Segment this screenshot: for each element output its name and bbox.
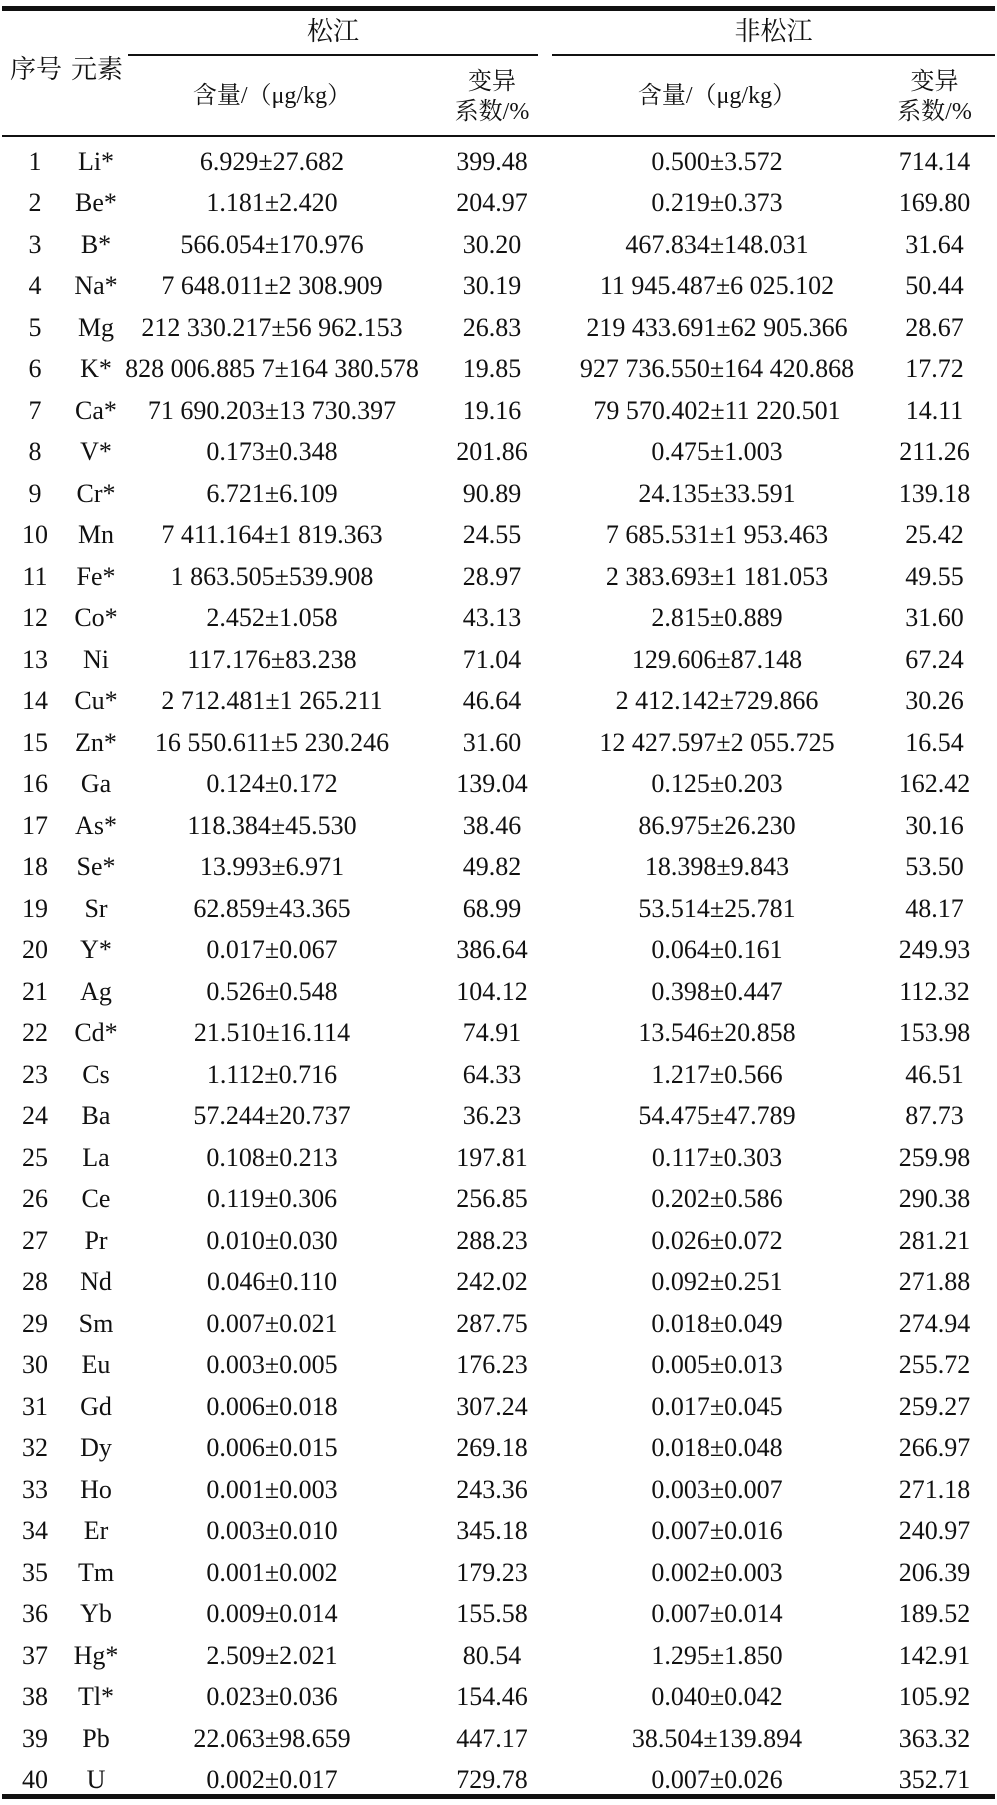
songjiang-cv: 307.24: [456, 1391, 528, 1421]
table-row: [0, 1137, 997, 1179]
element-symbol: Nd: [80, 1267, 112, 1297]
non-songjiang-cv: 50.44: [905, 271, 964, 301]
row-index: 29: [22, 1308, 48, 1338]
songjiang-content: 0.002±0.017: [206, 1765, 338, 1795]
songjiang-cv: 24.55: [462, 520, 522, 550]
header-non-songjiang-cv-line2: 系数/%: [897, 99, 972, 125]
element-symbol: Eu: [81, 1350, 111, 1380]
songjiang-content: 0.006±0.015: [206, 1433, 338, 1463]
songjiang-cv: 19.16: [462, 395, 522, 425]
table-row: [0, 722, 997, 764]
non-songjiang-cv: 139.18: [898, 478, 971, 508]
table-row: [0, 432, 997, 474]
songjiang-cv: 68.99: [462, 893, 522, 923]
element-symbol: Cu*: [74, 686, 118, 716]
table-row: [0, 1345, 997, 1387]
table-row: [0, 224, 997, 266]
row-index: 19: [22, 893, 48, 923]
header-element: 元素: [70, 55, 123, 84]
table-row: [0, 556, 997, 598]
element-symbol: Fe*: [76, 561, 116, 591]
table-row: [0, 639, 997, 681]
element-symbol: Pr: [84, 1225, 108, 1255]
element-symbol: Cd*: [74, 1018, 118, 1048]
songjiang-content: 117.176±83.238: [187, 644, 357, 674]
non-songjiang-cv: 153.98: [898, 1018, 971, 1048]
songjiang-cv: 74.91: [462, 1018, 522, 1048]
songjiang-cv: 71.04: [462, 644, 522, 674]
element-symbol: Gd: [80, 1391, 112, 1421]
element-symbol: Yb: [80, 1599, 112, 1629]
non-songjiang-content: 2 412.142±729.866: [615, 686, 819, 716]
table-row: [0, 349, 997, 391]
element-symbol: V*: [80, 437, 112, 467]
non-songjiang-content: 0.018±0.048: [651, 1433, 783, 1463]
non-songjiang-content: 18.398±9.843: [644, 852, 790, 882]
songjiang-cv: 155.58: [456, 1599, 528, 1629]
songjiang-cv: 242.02: [456, 1267, 528, 1297]
non-songjiang-cv: 266.97: [898, 1433, 971, 1463]
non-songjiang-cv: 142.91: [898, 1640, 971, 1670]
songjiang-content: 13.993±6.971: [199, 852, 345, 882]
row-index: 40: [22, 1765, 48, 1795]
row-index: 30: [22, 1350, 48, 1380]
songjiang-content: 212 330.217±56 962.153: [141, 312, 403, 342]
row-index: 15: [22, 727, 48, 757]
table-row: [0, 1511, 997, 1553]
non-songjiang-content: 13.546±20.858: [638, 1018, 796, 1048]
element-symbol: Y*: [80, 935, 112, 965]
songjiang-cv: 19.85: [462, 354, 522, 384]
songjiang-cv: 43.13: [462, 603, 522, 633]
row-index: 31: [22, 1391, 48, 1421]
songjiang-content: 0.009±0.014: [206, 1599, 338, 1629]
songjiang-cv: 287.75: [456, 1308, 528, 1338]
non-songjiang-content: 38.504±139.894: [631, 1723, 803, 1753]
songjiang-cv: 243.36: [456, 1474, 528, 1504]
row-index: 1: [28, 146, 42, 176]
non-songjiang-cv: 240.97: [898, 1516, 971, 1546]
songjiang-cv: 386.64: [456, 935, 528, 965]
non-songjiang-cv: 352.71: [898, 1765, 971, 1795]
songjiang-cv: 28.97: [462, 561, 522, 591]
non-songjiang-cv: 67.24: [905, 644, 964, 674]
row-index: 25: [22, 1142, 48, 1172]
element-symbol: Co*: [74, 603, 118, 633]
element-symbol: B*: [80, 229, 112, 259]
row-index: 24: [22, 1101, 48, 1131]
table-row: [0, 515, 997, 557]
non-songjiang-cv: 31.60: [905, 603, 964, 633]
non-songjiang-content: 0.202±0.586: [651, 1184, 783, 1214]
non-songjiang-content: 0.007±0.026: [651, 1765, 783, 1795]
non-songjiang-content: 1.295±1.850: [651, 1640, 783, 1670]
table-row: [0, 141, 997, 183]
non-songjiang-content: 467.834±148.031: [625, 229, 809, 259]
non-songjiang-cv: 714.14: [898, 146, 971, 176]
row-index: 26: [22, 1184, 48, 1214]
songjiang-cv: 30.19: [462, 271, 522, 301]
element-symbol: Er: [83, 1516, 109, 1546]
songjiang-cv: 30.20: [462, 229, 522, 259]
songjiang-content: 0.006±0.018: [206, 1391, 338, 1421]
table-row: [0, 266, 997, 308]
row-index: 13: [22, 644, 48, 674]
top-rule: [2, 6, 995, 11]
table-row: [0, 1013, 997, 1055]
row-index: 6: [28, 354, 42, 384]
element-symbol: Sr: [84, 893, 108, 923]
non-songjiang-cv: 271.18: [898, 1474, 971, 1504]
non-songjiang-cv: 49.55: [905, 561, 964, 591]
songjiang-content: 0.017±0.067: [206, 935, 338, 965]
songjiang-content: 2.509±2.021: [206, 1640, 338, 1670]
non-songjiang-cv: 189.52: [898, 1599, 971, 1629]
row-index: 18: [22, 852, 48, 882]
songjiang-cv: 345.18: [456, 1516, 528, 1546]
row-index: 33: [22, 1474, 48, 1504]
element-symbol: Pb: [82, 1723, 110, 1753]
element-content-table: [0, 141, 997, 1801]
row-index: 22: [22, 1018, 48, 1048]
non-songjiang-content: 0.475±1.003: [651, 437, 783, 467]
header-group-non-songjiang: 非松江: [734, 17, 813, 46]
songjiang-cv: 31.60: [462, 727, 522, 757]
row-index: 35: [22, 1557, 48, 1587]
element-symbol: Ca*: [75, 395, 117, 425]
non-songjiang-content: 0.018±0.049: [651, 1308, 783, 1338]
table-row: [0, 805, 997, 847]
songjiang-content: 0.003±0.010: [206, 1516, 338, 1546]
songjiang-cv: 729.78: [456, 1765, 528, 1795]
songjiang-cv: 64.33: [462, 1059, 522, 1089]
non-songjiang-content: 24.135±33.591: [638, 478, 796, 508]
table-row: [0, 1635, 997, 1677]
non-songjiang-content: 0.092±0.251: [651, 1267, 783, 1297]
non-songjiang-cv: 17.72: [905, 354, 964, 384]
element-symbol: Cs: [82, 1059, 110, 1089]
element-symbol: Ag: [80, 976, 112, 1006]
non-songjiang-cv: 259.98: [898, 1142, 971, 1172]
table-row: [0, 1718, 997, 1760]
non-songjiang-span-rule: [552, 54, 995, 56]
table-row: [0, 598, 997, 640]
songjiang-cv: 256.85: [456, 1184, 528, 1214]
non-songjiang-content: 129.606±87.148: [631, 644, 803, 674]
songjiang-content: 6.721±6.109: [206, 478, 338, 508]
row-index: 3: [28, 229, 42, 259]
non-songjiang-cv: 16.54: [905, 727, 964, 757]
table-body: [0, 141, 997, 1801]
table-row: [0, 1552, 997, 1594]
element-symbol: Ba: [81, 1101, 111, 1131]
row-index: 16: [22, 769, 48, 799]
non-songjiang-cv: 53.50: [905, 852, 964, 882]
non-songjiang-cv: 30.16: [905, 810, 964, 840]
row-index: 37: [22, 1640, 48, 1670]
row-index: 32: [22, 1433, 48, 1463]
songjiang-cv: 90.89: [462, 478, 522, 508]
songjiang-content: 71 690.203±13 730.397: [147, 395, 397, 425]
row-index: 23: [22, 1059, 48, 1089]
element-symbol: Se*: [76, 852, 116, 882]
songjiang-content: 0.007±0.021: [206, 1308, 338, 1338]
non-songjiang-cv: 31.64: [905, 229, 964, 259]
songjiang-cv: 197.81: [456, 1142, 528, 1172]
row-index: 9: [28, 478, 42, 508]
songjiang-cv: 179.23: [456, 1557, 528, 1587]
songjiang-content: 0.010±0.030: [206, 1225, 338, 1255]
table-row: [0, 1096, 997, 1138]
header-songjiang-content: 含量/（μg/kg）: [192, 83, 352, 109]
element-symbol: Ce: [81, 1184, 111, 1214]
table-row: [0, 307, 997, 349]
songjiang-content: 62.859±43.365: [193, 893, 351, 923]
songjiang-content: 566.054±170.976: [180, 229, 364, 259]
element-symbol: Cr*: [76, 478, 116, 508]
songjiang-content: 0.023±0.036: [206, 1682, 338, 1712]
table-row: [0, 930, 997, 972]
songjiang-cv: 26.83: [462, 312, 522, 342]
element-symbol: Zn*: [75, 727, 117, 757]
row-index: 39: [22, 1723, 48, 1753]
songjiang-content: 16 550.611±5 230.246: [154, 727, 390, 757]
non-songjiang-content: 0.026±0.072: [651, 1225, 783, 1255]
table-row: [0, 847, 997, 889]
songjiang-content: 0.001±0.002: [206, 1557, 338, 1587]
header-non-songjiang-content: 含量/（μg/kg）: [637, 83, 797, 109]
element-symbol: As*: [75, 810, 117, 840]
element-symbol: Sm: [78, 1308, 114, 1338]
table-row: [0, 1386, 997, 1428]
non-songjiang-cv: 274.94: [898, 1308, 971, 1338]
non-songjiang-content: 0.007±0.014: [651, 1599, 783, 1629]
element-symbol: Be*: [75, 188, 117, 218]
element-symbol: Ga: [80, 769, 112, 799]
element-symbol: Ho: [80, 1474, 112, 1504]
row-index: 38: [22, 1682, 48, 1712]
non-songjiang-cv: 255.72: [898, 1350, 971, 1380]
row-index: 2: [28, 188, 42, 218]
table-row: [0, 1594, 997, 1636]
songjiang-content: 0.526±0.548: [206, 976, 338, 1006]
table-row: [0, 1469, 997, 1511]
songjiang-cv: 36.23: [462, 1101, 522, 1131]
songjiang-content: 0.001±0.003: [206, 1474, 338, 1504]
header-songjiang-cv-line1: 变异: [468, 69, 516, 95]
row-index: 36: [22, 1599, 48, 1629]
header-index: 序号: [9, 55, 62, 84]
songjiang-content: 1.112±0.716: [206, 1059, 338, 1089]
table-row: [0, 1179, 997, 1221]
songjiang-content: 21.510±16.114: [193, 1018, 351, 1048]
non-songjiang-content: 53.514±25.781: [638, 893, 796, 923]
non-songjiang-cv: 87.73: [905, 1101, 964, 1131]
bottom-rule: [2, 1794, 995, 1799]
songjiang-span-rule: [128, 54, 538, 56]
songjiang-cv: 201.86: [456, 437, 528, 467]
songjiang-cv: 269.18: [456, 1433, 528, 1463]
row-index: 12: [22, 603, 48, 633]
songjiang-cv: 104.12: [456, 976, 528, 1006]
non-songjiang-cv: 25.42: [905, 520, 964, 550]
non-songjiang-cv: 46.51: [905, 1059, 964, 1089]
non-songjiang-content: 0.219±0.373: [651, 188, 783, 218]
songjiang-content: 828 006.885 7±164 380.578: [125, 354, 419, 384]
non-songjiang-cv: 105.92: [898, 1682, 971, 1712]
non-songjiang-cv: 259.27: [898, 1391, 971, 1421]
row-index: 34: [22, 1516, 48, 1546]
element-symbol: Tl*: [77, 1682, 115, 1712]
table-row: [0, 1303, 997, 1345]
songjiang-cv: 176.23: [456, 1350, 528, 1380]
row-index: 28: [22, 1267, 48, 1297]
songjiang-cv: 80.54: [462, 1640, 522, 1670]
table-row: [0, 183, 997, 225]
table-row: [0, 1054, 997, 1096]
non-songjiang-content: 219 433.691±62 905.366: [586, 312, 848, 342]
non-songjiang-content: 79 570.402±11 220.501: [593, 395, 841, 425]
table-row: [0, 764, 997, 806]
non-songjiang-cv: 290.38: [898, 1184, 971, 1214]
row-index: 8: [28, 437, 42, 467]
songjiang-content: 7 411.164±1 819.363: [161, 520, 383, 550]
row-index: 14: [22, 686, 48, 716]
element-symbol: U: [86, 1765, 106, 1795]
non-songjiang-cv: 249.93: [898, 935, 971, 965]
non-songjiang-cv: 169.80: [898, 188, 971, 218]
header-rule: [2, 135, 995, 137]
songjiang-cv: 204.97: [456, 188, 528, 218]
non-songjiang-content: 0.017±0.045: [651, 1391, 783, 1421]
non-songjiang-content: 86.975±26.230: [638, 810, 796, 840]
songjiang-content: 0.108±0.213: [206, 1142, 338, 1172]
non-songjiang-cv: 30.26: [905, 686, 964, 716]
row-index: 7: [28, 395, 42, 425]
songjiang-content: 57.244±20.737: [193, 1101, 351, 1131]
non-songjiang-cv: 271.88: [898, 1267, 971, 1297]
row-index: 21: [22, 976, 48, 1006]
table-row: [0, 971, 997, 1013]
songjiang-content: 6.929±27.682: [199, 146, 345, 176]
non-songjiang-content: 1.217±0.566: [651, 1059, 783, 1089]
non-songjiang-content: 11 945.487±6 025.102: [599, 271, 835, 301]
table-row: [0, 1220, 997, 1262]
non-songjiang-cv: 48.17: [905, 893, 964, 923]
non-songjiang-content: 0.003±0.007: [651, 1474, 783, 1504]
songjiang-cv: 399.48: [456, 146, 528, 176]
row-index: 5: [28, 312, 42, 342]
non-songjiang-cv: 28.67: [905, 312, 964, 342]
non-songjiang-content: 0.117±0.303: [651, 1142, 783, 1172]
non-songjiang-content: 0.500±3.572: [651, 146, 783, 176]
table-row: [0, 888, 997, 930]
row-index: 20: [22, 935, 48, 965]
element-symbol: Na*: [74, 271, 118, 301]
element-symbol: Dy: [80, 1433, 112, 1463]
non-songjiang-content: 0.007±0.016: [651, 1516, 783, 1546]
non-songjiang-content: 2.815±0.889: [651, 603, 783, 633]
songjiang-content: 0.046±0.110: [206, 1267, 338, 1297]
non-songjiang-cv: 14.11: [905, 395, 964, 425]
non-songjiang-cv: 112.32: [899, 976, 970, 1006]
element-symbol: Hg*: [73, 1640, 119, 1670]
songjiang-content: 0.003±0.005: [206, 1350, 338, 1380]
table-row: [0, 1262, 997, 1304]
non-songjiang-content: 54.475±47.789: [638, 1101, 796, 1131]
non-songjiang-content: 0.005±0.013: [651, 1350, 783, 1380]
non-songjiang-cv: 206.39: [898, 1557, 971, 1587]
table-row: [0, 390, 997, 432]
non-songjiang-content: 0.064±0.161: [651, 935, 783, 965]
row-index: 11: [22, 561, 48, 591]
songjiang-cv: 38.46: [462, 810, 522, 840]
element-symbol: Ni: [83, 644, 109, 674]
header-songjiang-cv-line2: 系数/%: [454, 99, 530, 125]
songjiang-content: 1.181±2.420: [206, 188, 338, 218]
element-symbol: Li*: [77, 146, 115, 176]
element-symbol: Mg: [77, 312, 115, 342]
element-symbol: Mn: [77, 520, 115, 550]
table-row: [0, 473, 997, 515]
header-group-songjiang: 松江: [306, 17, 359, 46]
non-songjiang-content: 0.398±0.447: [651, 976, 783, 1006]
non-songjiang-cv: 363.32: [898, 1723, 971, 1753]
songjiang-content: 0.173±0.348: [206, 437, 338, 467]
non-songjiang-cv: 162.42: [898, 769, 971, 799]
row-index: 4: [28, 271, 42, 301]
non-songjiang-content: 927 736.550±164 420.868: [579, 354, 855, 384]
non-songjiang-content: 0.002±0.003: [651, 1557, 783, 1587]
songjiang-content: 1 863.505±539.908: [170, 561, 374, 591]
songjiang-content: 0.124±0.172: [206, 769, 338, 799]
non-songjiang-content: 0.125±0.203: [651, 769, 783, 799]
row-index: 17: [22, 810, 48, 840]
songjiang-content: 0.119±0.306: [206, 1184, 338, 1214]
songjiang-cv: 154.46: [456, 1682, 528, 1712]
songjiang-content: 2 712.481±1 265.211: [161, 686, 383, 716]
table-row: [0, 1428, 997, 1470]
songjiang-content: 118.384±45.530: [187, 810, 357, 840]
songjiang-cv: 139.04: [456, 769, 528, 799]
element-symbol: Tm: [77, 1557, 115, 1587]
non-songjiang-content: 12 427.597±2 055.725: [599, 727, 835, 757]
element-symbol: K*: [80, 354, 112, 384]
header-non-songjiang-cv-line1: 变异: [910, 69, 959, 95]
element-symbol: La: [82, 1142, 110, 1172]
table-row: [0, 681, 997, 723]
songjiang-cv: 288.23: [456, 1225, 528, 1255]
songjiang-cv: 49.82: [462, 852, 522, 882]
non-songjiang-cv: 281.21: [898, 1225, 971, 1255]
non-songjiang-content: 0.040±0.042: [651, 1682, 783, 1712]
songjiang-content: 7 648.011±2 308.909: [161, 271, 383, 301]
songjiang-content: 2.452±1.058: [206, 603, 338, 633]
songjiang-content: 22.063±98.659: [193, 1723, 351, 1753]
row-index: 10: [22, 520, 48, 550]
table-row: [0, 1677, 997, 1719]
non-songjiang-content: 2 383.693±1 181.053: [605, 561, 829, 591]
row-index: 27: [22, 1225, 48, 1255]
non-songjiang-content: 7 685.531±1 953.463: [605, 520, 829, 550]
songjiang-cv: 46.64: [462, 686, 522, 716]
songjiang-cv: 447.17: [456, 1723, 528, 1753]
non-songjiang-cv: 211.26: [899, 437, 970, 467]
